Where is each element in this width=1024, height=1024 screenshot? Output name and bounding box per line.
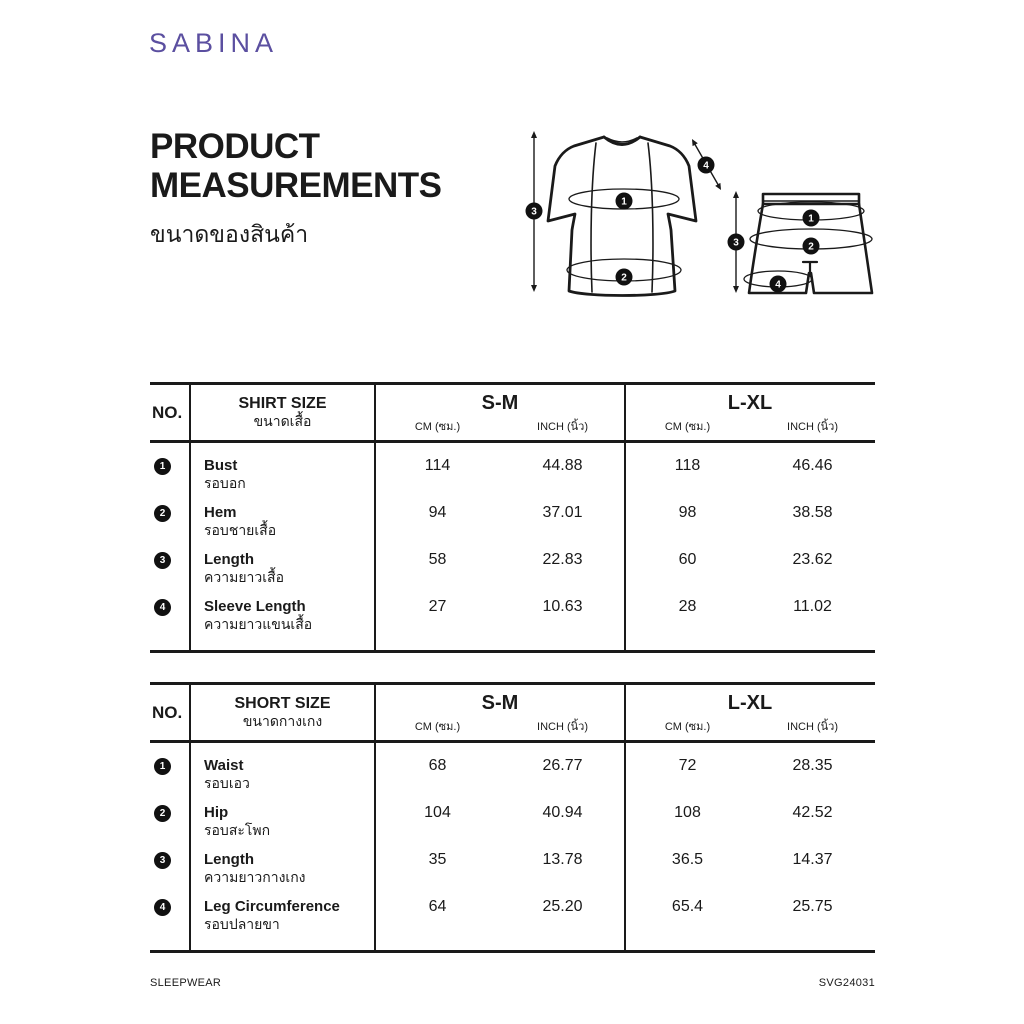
- value-sm-inch: 13.78: [542, 851, 583, 868]
- row-label-thai: รอบสะโพก: [204, 822, 271, 838]
- table-row-leg-circumference: [150, 898, 875, 945]
- value-lxl-cm: 98: [678, 504, 697, 521]
- value-sm-cm: 64: [428, 898, 447, 915]
- shirt-callout-1-badge: [616, 193, 633, 210]
- row-label: Length: [204, 851, 254, 868]
- shirt-table-header: [150, 385, 875, 443]
- value-sm-inch: 10.63: [542, 598, 583, 615]
- value-sm-cm: 35: [428, 851, 447, 868]
- col-group-sm: S-M CM (ซม.) INCH (นิ้ว): [375, 391, 625, 435]
- row-label: Length: [204, 551, 254, 568]
- row-label-thai: รอบชายเสื้อ: [204, 522, 277, 538]
- shorts-callout-2-badge: [803, 238, 820, 255]
- value-sm-inch: 40.94: [542, 804, 583, 821]
- table-row-length: [150, 551, 875, 598]
- row-label: Leg Circumference: [204, 898, 340, 915]
- shirt-size-table: [150, 382, 875, 653]
- svg-text:2: 2: [808, 241, 814, 253]
- unit-cm-label: CM (ซม.): [414, 420, 461, 433]
- value-lxl-inch: 42.52: [792, 804, 833, 821]
- row-label: Sleeve Length: [204, 598, 306, 615]
- shorts-callout-4-badge: [770, 276, 787, 293]
- col-header-no: NO.: [152, 402, 183, 422]
- table-row-hem: [150, 504, 875, 551]
- col-group-sm: S-M CM (ซม.) INCH (นิ้ว): [375, 691, 625, 735]
- value-sm-inch: 44.88: [542, 457, 583, 474]
- row-label: Hip: [204, 804, 229, 821]
- row-number-badge: 4: [154, 599, 171, 616]
- row-number-badge: 3: [154, 852, 171, 869]
- garment-measurement-diagram: [520, 123, 890, 315]
- short-table-header: [150, 685, 875, 743]
- table-divider: [189, 685, 191, 950]
- page-title-block: [150, 127, 442, 253]
- value-sm-cm: 68: [428, 757, 447, 774]
- svg-text:1: 1: [808, 213, 814, 225]
- value-lxl-inch: 28.35: [792, 757, 833, 774]
- shirt-callout-4-badge: [698, 157, 715, 174]
- row-number-badge: 2: [154, 505, 171, 522]
- row-label-thai: ความยาวกางเกง: [204, 869, 306, 885]
- table-row-waist: [150, 757, 875, 804]
- table-divider: [624, 685, 626, 950]
- unit-inch-label: INCH (นิ้ว): [787, 420, 838, 433]
- value-lxl-cm: 118: [674, 457, 701, 474]
- table-divider: [374, 385, 376, 650]
- value-sm-inch: 26.77: [542, 757, 583, 774]
- row-number-badge: 1: [154, 458, 171, 475]
- value-lxl-inch: 38.58: [792, 504, 833, 521]
- value-lxl-cm: 36.5: [671, 851, 704, 868]
- row-number-badge: 1: [154, 758, 171, 775]
- row-label: Waist: [204, 757, 244, 774]
- table-divider: [189, 385, 191, 650]
- shirt-callout-3-badge: [526, 203, 543, 220]
- row-label-thai: รอบอก: [204, 475, 246, 491]
- page-title-line1: PRODUCT: [150, 127, 320, 166]
- footer-category-label: SLEEPWEAR: [150, 977, 222, 989]
- svg-text:1: 1: [621, 196, 627, 208]
- row-label: Hem: [204, 504, 237, 521]
- col-header-short-size: SHORT SIZE ขนาดกางเกง: [234, 695, 331, 729]
- value-lxl-cm: 28: [678, 598, 697, 615]
- value-sm-cm: 94: [428, 504, 447, 521]
- value-lxl-inch: 46.46: [792, 457, 833, 474]
- page-title-line2: MEASUREMENTS: [150, 166, 442, 205]
- col-group-lxl: L-XL CM (ซม.) INCH (นิ้ว): [625, 691, 875, 735]
- row-number-badge: 2: [154, 805, 171, 822]
- svg-text:2: 2: [621, 272, 627, 284]
- shirt-callout-2-badge: [616, 269, 633, 286]
- value-sm-inch: 22.83: [542, 551, 583, 568]
- table-row-length: [150, 851, 875, 898]
- value-lxl-inch: 14.37: [792, 851, 833, 868]
- value-lxl-cm: 60: [678, 551, 697, 568]
- col-group-lxl: L-XL CM (ซม.) INCH (นิ้ว): [625, 391, 875, 435]
- unit-inch-label: INCH (นิ้ว): [787, 720, 838, 733]
- table-divider: [374, 685, 376, 950]
- page-subtitle-thai: ขนาดของสินค้า: [150, 221, 309, 247]
- table-row-hip: [150, 804, 875, 851]
- value-sm-cm: 114: [424, 457, 451, 474]
- value-sm-cm: 27: [428, 598, 447, 615]
- svg-text:4: 4: [775, 279, 781, 291]
- row-label-thai: รอบเอว: [204, 775, 250, 791]
- value-lxl-cm: 72: [678, 757, 697, 774]
- short-size-table: [150, 682, 875, 953]
- col-header-shirt-size: SHIRT SIZE ขนาดเสื้อ: [238, 395, 327, 429]
- value-sm-cm: 104: [424, 804, 451, 821]
- row-label-thai: ความยาวเสื้อ: [204, 569, 284, 585]
- footer-sku-code: SVG24031: [818, 977, 875, 989]
- unit-cm-label: CM (ซม.): [664, 720, 711, 733]
- value-sm-inch: 25.20: [542, 898, 583, 915]
- svg-text:3: 3: [733, 237, 739, 249]
- table-row-sleeve-length: [150, 598, 875, 645]
- unit-cm-label: CM (ซม.): [664, 420, 711, 433]
- footer: [150, 977, 875, 989]
- value-sm-inch: 37.01: [542, 504, 583, 521]
- table-divider: [624, 385, 626, 650]
- value-lxl-cm: 65.4: [671, 898, 704, 915]
- col-header-no: NO.: [152, 702, 183, 722]
- unit-inch-label: INCH (นิ้ว): [537, 420, 588, 433]
- row-label-thai: ความยาวแขนเสื้อ: [204, 616, 313, 632]
- row-label: Bust: [204, 457, 238, 474]
- row-number-badge: 4: [154, 899, 171, 916]
- value-lxl-inch: 11.02: [793, 598, 832, 615]
- table-row-bust: [150, 457, 875, 504]
- row-number-badge: 3: [154, 552, 171, 569]
- value-sm-cm: 58: [428, 551, 447, 568]
- shorts-callout-1-badge: [803, 210, 820, 227]
- row-label-thai: รอบปลายขา: [204, 916, 280, 932]
- svg-text:3: 3: [531, 206, 537, 218]
- value-lxl-inch: 23.62: [792, 551, 833, 568]
- shorts-callout-3-badge: [728, 234, 745, 251]
- unit-cm-label: CM (ซม.): [414, 720, 461, 733]
- value-lxl-cm: 108: [674, 804, 701, 821]
- brand-logo: SABINA: [149, 28, 279, 58]
- unit-inch-label: INCH (นิ้ว): [537, 720, 588, 733]
- value-lxl-inch: 25.75: [792, 898, 833, 915]
- svg-text:4: 4: [703, 160, 709, 172]
